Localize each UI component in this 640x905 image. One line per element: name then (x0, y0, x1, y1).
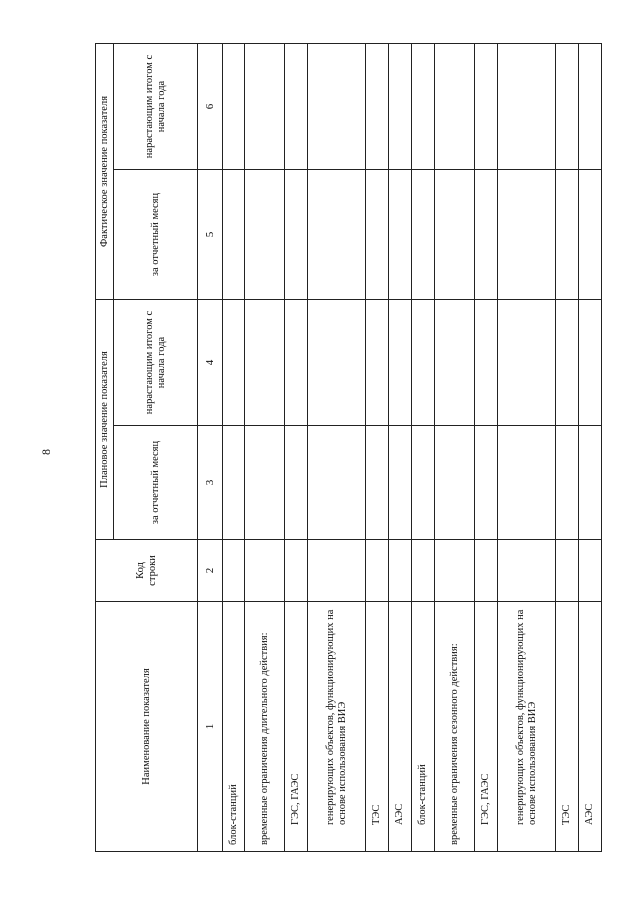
value-cell (579, 169, 602, 299)
value-cell (579, 299, 602, 425)
value-cell (245, 43, 285, 169)
page-number: 8 (39, 449, 53, 455)
table-row (579, 43, 602, 851)
row-code-cell (435, 540, 475, 602)
row-code-cell (245, 540, 285, 602)
value-cell (389, 169, 412, 299)
value-cell (412, 426, 435, 540)
row-code-cell (389, 540, 412, 602)
value-cell (366, 169, 389, 299)
row-label: АЭС (579, 602, 602, 852)
value-cell (245, 169, 285, 299)
value-cell (475, 426, 498, 540)
row-label: генерирующих объектов, функционирующих на основе использования ВИЭ (308, 602, 366, 852)
column-number: 4 (198, 299, 223, 425)
header-plan-value: Плановое значение показателя (96, 299, 114, 539)
value-cell (556, 299, 579, 425)
row-code-cell (366, 540, 389, 602)
rotated-table-container (95, 44, 595, 852)
value-cell (389, 426, 412, 540)
header-actual-month: за отчетный месяц (114, 169, 198, 299)
value-cell (498, 299, 556, 425)
row-code-cell (498, 540, 556, 602)
column-number: 1 (198, 602, 223, 852)
row-code-cell (579, 540, 602, 602)
value-cell (308, 169, 366, 299)
value-cell (435, 426, 475, 540)
table-row (475, 43, 498, 851)
value-cell (245, 426, 285, 540)
header-indicator-name: Наименование показателя (96, 602, 198, 852)
value-cell (556, 43, 579, 169)
value-cell (412, 299, 435, 425)
row-code-cell (308, 540, 366, 602)
row-label: АЭС (389, 602, 412, 852)
row-label: генерирующих объектов, функционирующих на основе использования ВИЭ (498, 602, 556, 852)
value-cell (308, 43, 366, 169)
table-row (285, 43, 308, 851)
row-label: ТЭС (366, 602, 389, 852)
row-label: ГЭС, ГАЭС (475, 602, 498, 852)
header-actual-cumulative: нарастающим итогом с начала года (114, 43, 198, 169)
header-actual-value: Фактическое значение показателя (96, 43, 114, 299)
table-row (223, 43, 245, 851)
row-code-cell (556, 540, 579, 602)
value-cell (308, 426, 366, 540)
value-cell (389, 43, 412, 169)
header-row-code: Код строки (96, 540, 198, 602)
value-cell (475, 169, 498, 299)
row-code-cell (285, 540, 308, 602)
value-cell (579, 43, 602, 169)
value-cell (435, 169, 475, 299)
value-cell (285, 43, 308, 169)
value-cell (579, 426, 602, 540)
row-label: ГЭС, ГАЭС (285, 602, 308, 852)
table-row (556, 43, 579, 851)
value-cell (475, 299, 498, 425)
row-label: блок-станций (223, 602, 245, 852)
value-cell (366, 299, 389, 425)
value-cell (435, 43, 475, 169)
column-number: 6 (198, 43, 223, 169)
table-row (389, 43, 412, 851)
table-row (366, 43, 389, 851)
value-cell (308, 299, 366, 425)
value-cell (475, 43, 498, 169)
row-label: ТЭС (556, 602, 579, 852)
column-number: 5 (198, 169, 223, 299)
row-code-cell (223, 540, 245, 602)
value-cell (223, 299, 245, 425)
indicator-table (95, 43, 602, 852)
row-label: временные ограничения длительного действия: (245, 602, 285, 852)
value-cell (412, 43, 435, 169)
value-cell (366, 43, 389, 169)
table-row (412, 43, 435, 851)
header-plan-cumulative: нарастающим итогом с начала года (114, 299, 198, 425)
value-cell (366, 426, 389, 540)
value-cell (498, 169, 556, 299)
table-row (498, 43, 556, 851)
value-cell (285, 426, 308, 540)
value-cell (435, 299, 475, 425)
value-cell (556, 169, 579, 299)
table-row (435, 43, 475, 851)
value-cell (498, 43, 556, 169)
column-number: 2 (198, 540, 223, 602)
value-cell (556, 426, 579, 540)
header-plan-month: за отчетный месяц (114, 426, 198, 540)
value-cell (412, 169, 435, 299)
value-cell (285, 299, 308, 425)
value-cell (223, 43, 245, 169)
value-cell (223, 426, 245, 540)
row-code-cell (475, 540, 498, 602)
value-cell (245, 299, 285, 425)
row-label: временные ограничения сезонного действия: (435, 602, 475, 852)
value-cell (223, 169, 245, 299)
row-label: блок-станций (412, 602, 435, 852)
row-code-cell (412, 540, 435, 602)
table-row (245, 43, 285, 851)
value-cell (389, 299, 412, 425)
table-row (308, 43, 366, 851)
column-number: 3 (198, 426, 223, 540)
value-cell (285, 169, 308, 299)
value-cell (498, 426, 556, 540)
